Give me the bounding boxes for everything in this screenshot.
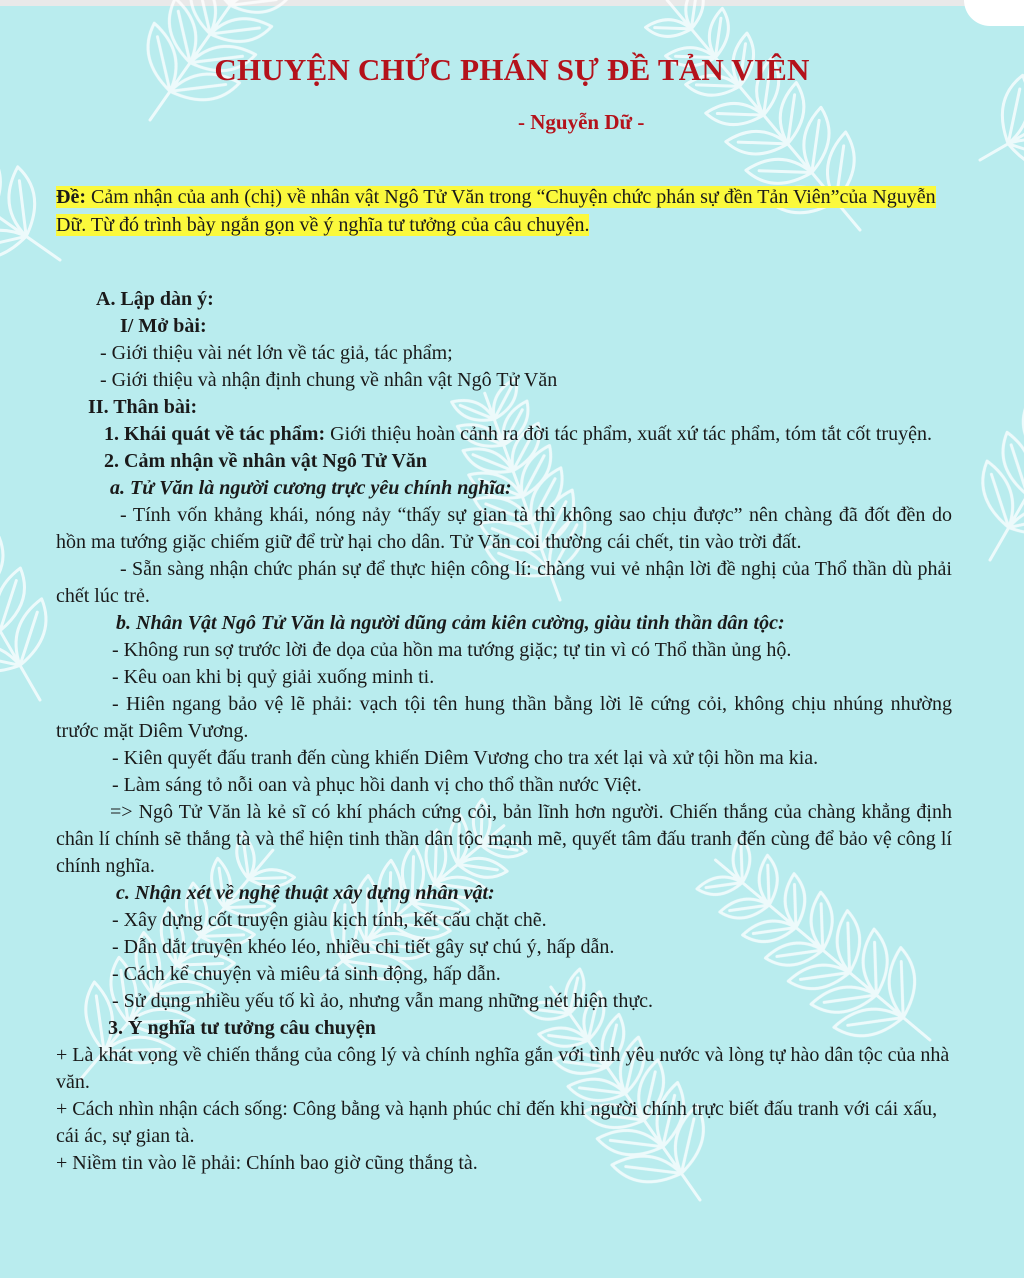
subsection-b-item: - Kiên quyết đấu tranh đến cùng khiến Diêm Vương cho tra xét lại và xử tội hồn ma kia. bbox=[112, 747, 819, 769]
intro-heading: I/ Mở bài: bbox=[120, 315, 207, 337]
subsection-b-item: - Làm sáng tỏ nỗi oan và phục hồi danh vị cho thổ thần nước Việt. bbox=[112, 774, 642, 796]
subsection-b-item: - Không run sợ trước lời đe dọa của hồn ma tướng giặc; tự tin vì có Thổ thần ủng hộ. bbox=[112, 639, 792, 661]
subsection-c-item: - Dẫn dắt truyện khéo léo, nhiều chi tiết gây sự chú ý, hấp dẫn. bbox=[112, 936, 615, 958]
section-1 bbox=[56, 421, 952, 448]
subsection-b-item: - Hiên ngang bảo vệ lẽ phải: vạch tội tên hung thần bằng lời lẽ cứng cỏi, không chịu nhúng nhường trước mặt Diêm Vương. bbox=[56, 693, 952, 742]
subsection-c-heading: c. Nhận xét về nghệ thuật xây dựng nhân vật: bbox=[116, 882, 495, 904]
question-prompt bbox=[56, 183, 956, 239]
body-heading: II. Thân bài: bbox=[88, 396, 198, 418]
conclusion: => Ngô Tử Văn là kẻ sĩ có khí phách cứng cỏi, bản lĩnh hơn người. Chiến thắng của chàng khẳng định chân lí chính sẽ thắng tà và thể hiện tinh thần dân tộc mạnh mẽ, quyết tâm đấu tranh đến cùng để bảo vệ công lí chính nghĩa. bbox=[56, 801, 952, 877]
intro-item: - Giới thiệu vài nét lớn về tác giả, tác phẩm; bbox=[100, 342, 453, 364]
subsection-a-item: - Tính vốn khảng khái, nóng nảy “thấy sự gian tà thì không sao chịu được” nên chàng đã đốt đền do hồn ma tướng giặc chiếm giữ để trừ hại cho dân. Tử Văn coi thường cái chết, tin vào trời đất. bbox=[56, 504, 952, 553]
author-name: - Nguyễn Dữ - bbox=[518, 110, 645, 134]
section-1-label: 1. Khái quát về tác phẩm: bbox=[104, 423, 326, 445]
section-2-heading: 2. Cảm nhận về nhân vật Ngô Tử Văn bbox=[104, 450, 428, 472]
section-3-item: + Là khát vọng về chiến thắng của công lý và chính nghĩa gắn với tình yêu nước và lòng tự hào dân tộc của nhà văn. bbox=[56, 1044, 950, 1093]
section-1-text: Giới thiệu hoàn cảnh ra đời tác phẩm, xuất xứ tác phẩm, tóm tắt cốt truyện. bbox=[325, 423, 932, 445]
section-3-item: + Niềm tin vào lẽ phải: Chính bao giờ cũng thắng tà. bbox=[56, 1152, 478, 1174]
subsection-a-heading: a. Tử Văn là người cương trực yêu chính nghĩa: bbox=[110, 477, 512, 499]
subsection-c-item: - Sử dụng nhiều yếu tố kì ảo, nhưng vẫn mang những nét hiện thực. bbox=[112, 990, 654, 1012]
outline-heading: A. Lập dàn ý: bbox=[96, 288, 214, 310]
page-title: CHUYỆN CHỨC PHÁN SỰ ĐỀ TẢN VIÊN bbox=[214, 52, 810, 87]
question-text: Cảm nhận của anh (chị) về nhân vật Ngô Tử Văn trong “Chuyện chức phán sự đền Tản Viên”của Nguyễn Dữ. Từ đó trình bày ngắn gọn về ý nghĩa tư tưởng của câu chuyện. bbox=[56, 186, 936, 236]
subsection-c-item: - Xây dựng cốt truyện giàu kịch tính, kết cấu chặt chẽ. bbox=[112, 909, 547, 931]
section-3-item: + Cách nhìn nhận cách sống: Công bằng và hạnh phúc chỉ đến khi người chính trực biết đấu tranh với cái xấu, cái ác, sự gian tà. bbox=[56, 1098, 938, 1147]
outline-body bbox=[56, 286, 952, 1177]
subsection-c-item: - Cách kể chuyện và miêu tả sinh động, hấp dẫn. bbox=[112, 963, 501, 985]
section-3-heading: 3. Ý nghĩa tư tưởng câu chuyện bbox=[108, 1017, 376, 1039]
question-label: Đề: bbox=[56, 186, 86, 208]
subsection-b-item: - Kêu oan khi bị quỷ giải xuống minh ti. bbox=[112, 666, 435, 688]
subsection-b-heading: b. Nhân Vật Ngô Tử Văn là người dũng cảm kiên cường, giàu tinh thần dân tộc: bbox=[116, 612, 785, 634]
intro-item: - Giới thiệu và nhận định chung về nhân vật Ngô Tử Văn bbox=[100, 369, 558, 391]
subsection-a-item: - Sẵn sàng nhận chức phán sự để thực hiện công lí: chàng vui vẻ nhận lời đề nghị của Thổ thần dù phải chết lúc trẻ. bbox=[56, 558, 952, 607]
